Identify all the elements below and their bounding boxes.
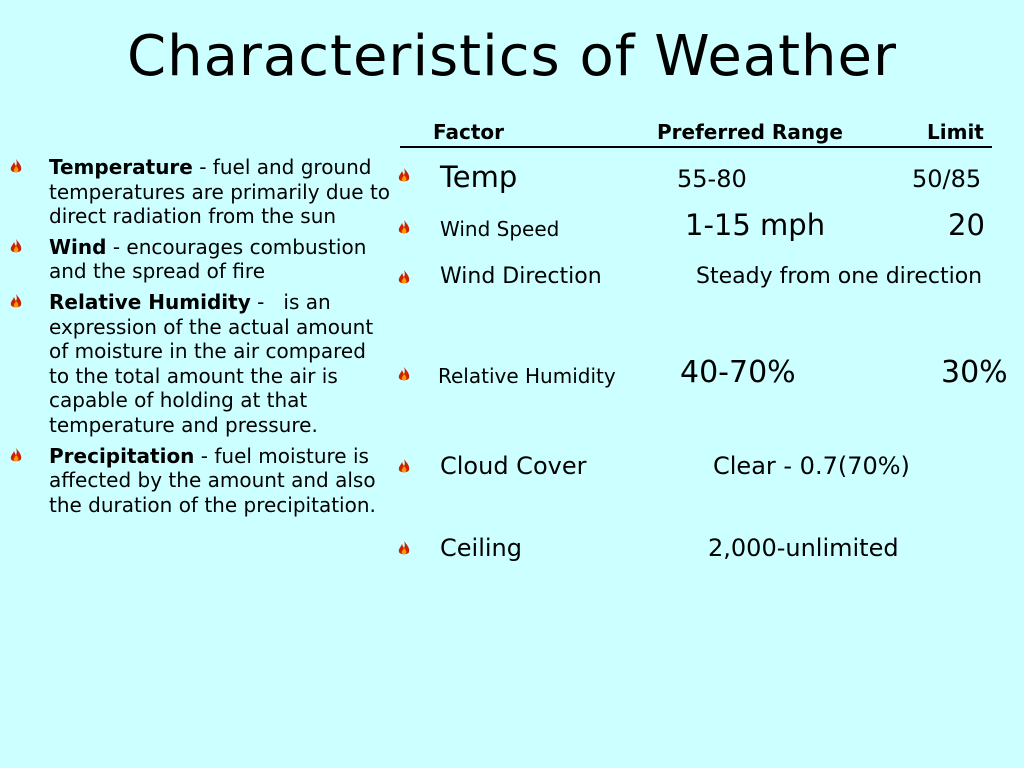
header-factor: Factor xyxy=(433,120,505,144)
table-header xyxy=(400,118,992,148)
flame-icon xyxy=(10,448,22,463)
factor-cell: Relative Humidity xyxy=(438,364,616,388)
list-item xyxy=(8,444,392,518)
range-cell: 1-15 mph xyxy=(685,208,826,242)
term-label: Wind xyxy=(49,234,107,259)
limit-cell: 30% xyxy=(941,355,1008,390)
list-item xyxy=(8,290,392,438)
flame-icon xyxy=(398,541,410,556)
term-label: Precipitation xyxy=(49,443,195,468)
header-limit: Limit xyxy=(927,120,984,144)
term-label: Temperature xyxy=(49,155,193,179)
term-description: fuel and ground temperatures are primarily due to direct radiation from the sun xyxy=(49,155,391,229)
range-cell: Clear - 0.7(70%) xyxy=(713,452,910,480)
flame-icon xyxy=(398,220,410,235)
flame-icon xyxy=(398,168,410,183)
list-item xyxy=(8,155,392,229)
separator: - xyxy=(106,234,127,259)
flame-icon xyxy=(10,239,22,254)
range-cell: Steady from one direction xyxy=(696,264,983,289)
flame-icon xyxy=(10,159,22,174)
factor-cell: Cloud Cover xyxy=(440,452,587,480)
flame-icon xyxy=(398,270,410,285)
factor-cell: Temp xyxy=(440,160,518,194)
flame-icon xyxy=(398,367,410,382)
range-cell: 55-80 xyxy=(677,165,747,193)
separator: - xyxy=(194,443,215,468)
term-description: encourages combustion and the spread of fire xyxy=(49,234,367,284)
limit-cell: 20 xyxy=(948,208,985,242)
header-preferred-range: Preferred Range xyxy=(657,120,843,144)
flame-icon xyxy=(10,294,22,309)
flame-icon xyxy=(398,459,410,474)
separator: - xyxy=(250,289,284,314)
factor-cell: Ceiling xyxy=(440,534,522,562)
list-item xyxy=(8,235,392,284)
limit-cell: 50/85 xyxy=(912,165,982,193)
term-label: Relative Humidity xyxy=(49,289,251,314)
range-cell: 40-70% xyxy=(680,355,796,390)
factor-cell: Wind Direction xyxy=(440,264,602,289)
term-description: is an expression of the actual amount of moisture in the air compared to the total amount the air is capable of holding at that temperature and pressure. xyxy=(49,289,374,437)
separator: - xyxy=(192,155,213,179)
term-description: fuel moisture is affected by the amount and also the duration of the precipitation. xyxy=(49,443,376,517)
range-cell: 2,000-unlimited xyxy=(708,534,899,562)
factor-cell: Wind Speed xyxy=(440,217,560,241)
left-bullet-list xyxy=(8,155,392,523)
slide-title: Characteristics of Weather xyxy=(126,24,898,89)
